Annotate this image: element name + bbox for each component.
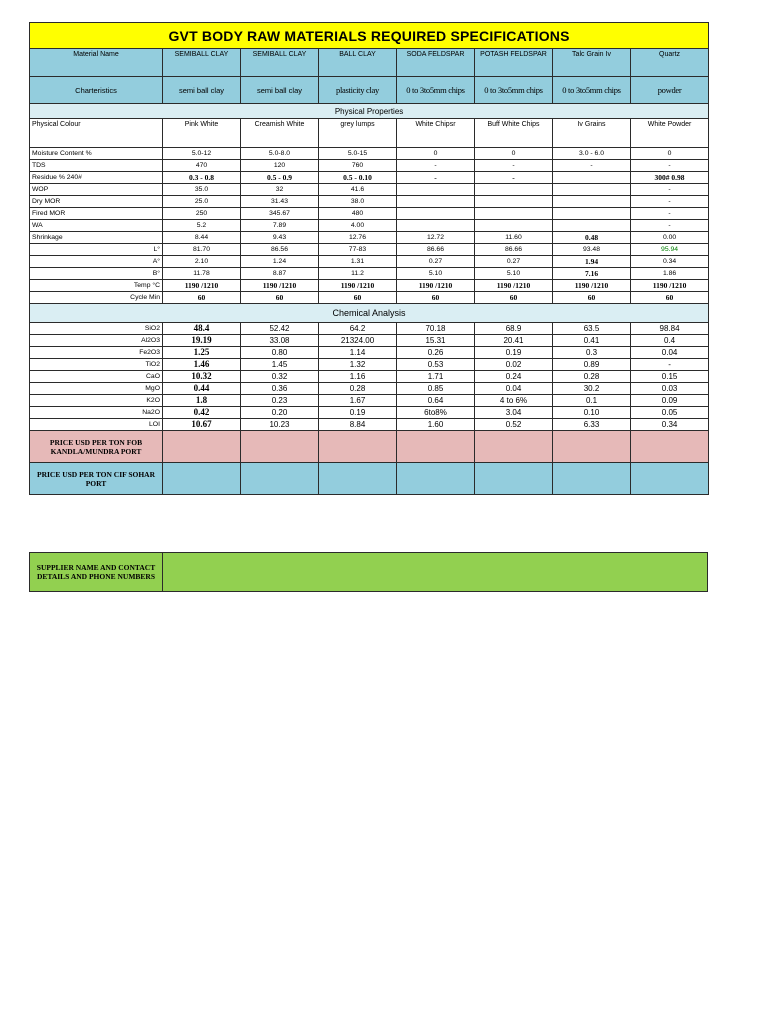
chemical-row-label: K2O [30,395,163,407]
physical-value-cell: - [397,172,475,184]
physical-value-cell: 0.5 - 0.9 [241,172,319,184]
chemical-value-cell: 4 to 6% [475,395,553,407]
physical-value-cell: 32 [241,184,319,196]
price-input-cell[interactable] [631,431,709,463]
physical-value-cell: 1190 /1210 [553,280,631,292]
physical-row [30,208,709,220]
material-name-cell: POTASH FELDSPAR [475,49,553,77]
physical-value-cell: - [553,160,631,172]
physical-value-cell: 0.00 [631,232,709,244]
physical-value-cell: 38.0 [319,196,397,208]
chemical-value-cell: 21324.00 [319,335,397,347]
physical-row [30,220,709,232]
chemical-value-cell: 1.14 [319,347,397,359]
chemical-value-cell: 0.24 [475,371,553,383]
physical-value-cell: - [631,208,709,220]
chemical-value-cell: 68.9 [475,323,553,335]
characteristics-cell: plasticity clay [319,77,397,104]
physical-value-cell: 8.87 [241,268,319,280]
chemical-value-cell: 0.03 [631,383,709,395]
characteristics-cell: 0 to 3to5mm chips [553,77,631,104]
chemical-value-cell: 15.31 [397,335,475,347]
chemical-value-cell: 8.84 [319,419,397,431]
chemical-value-cell: 3.04 [475,407,553,419]
chemical-value-cell: 48.4 [163,323,241,335]
physical-row [30,244,709,256]
title-row [30,23,709,49]
physical-value-cell: 250 [163,208,241,220]
physical-value-cell [475,220,553,232]
material-name-cell: BALL CLAY [319,49,397,77]
physical-row [30,232,709,244]
chemical-row [30,419,709,431]
physical-value-cell: 0.48 [553,232,631,244]
chemical-value-cell: 1.60 [397,419,475,431]
physical-value-cell: 5.10 [397,268,475,280]
chemical-row [30,407,709,419]
sheet-title: GVT BODY RAW MATERIALS REQUIRED SPECIFICATIONS [30,23,709,49]
characteristics-cell: 0 to 3to5mm chips [475,77,553,104]
physical-row-label: Fired MOR [30,208,163,220]
physical-value-cell: 120 [241,160,319,172]
physical-value-cell: 1.31 [319,256,397,268]
chemical-value-cell: 0.09 [631,395,709,407]
chemical-section-row [30,304,709,323]
physical-row-label: A° [30,256,163,268]
physical-value-cell [553,172,631,184]
material-name-cell: Quartz [631,49,709,77]
physical-row-label: Residue % 240# [30,172,163,184]
chemical-row-label: LOI [30,419,163,431]
physical-section-row [30,104,709,119]
chemical-row [30,371,709,383]
chemical-value-cell: 10.32 [163,371,241,383]
physical-row-label: WOP [30,184,163,196]
chemical-value-cell: 6to8% [397,407,475,419]
price-input-cell[interactable] [397,431,475,463]
chemical-value-cell: 30.2 [553,383,631,395]
chemical-value-cell: 10.67 [163,419,241,431]
physical-colour-cell: Buff White Chips [475,119,553,148]
physical-value-cell [397,184,475,196]
supplier-row [30,553,708,592]
price-input-cell[interactable] [553,463,631,495]
supplier-input-cell[interactable] [163,553,708,592]
chemical-value-cell: 1.25 [163,347,241,359]
physical-value-cell: 0 [397,148,475,160]
chemical-value-cell: 0.05 [631,407,709,419]
supplier-label: SUPPLIER NAME AND CONTACT DETAILS AND PHONE NUMBERS [30,553,163,592]
physical-value-cell: 60 [397,292,475,304]
characteristics-row [30,77,709,104]
chemical-value-cell: 0.32 [241,371,319,383]
physical-row [30,184,709,196]
physical-value-cell: 60 [631,292,709,304]
chemical-value-cell: 0.28 [319,383,397,395]
chemical-row [30,395,709,407]
chemical-row-label: TiO2 [30,359,163,371]
chemical-row [30,347,709,359]
physical-value-cell: 470 [163,160,241,172]
characteristics-label: Charteristics [30,77,163,104]
physical-value-cell: 5.0-12 [163,148,241,160]
price-input-cell[interactable] [163,463,241,495]
physical-row-label: Shrinkage [30,232,163,244]
chemical-value-cell: 0.89 [553,359,631,371]
physical-value-cell: 760 [319,160,397,172]
physical-row [30,172,709,184]
price-input-cell[interactable] [475,463,553,495]
physical-value-cell: 77-83 [319,244,397,256]
physical-colour-cell: White Powder [631,119,709,148]
physical-row [30,196,709,208]
physical-value-cell [397,220,475,232]
physical-row-label: WA [30,220,163,232]
physical-value-cell: 11.2 [319,268,397,280]
chemical-value-cell: 33.08 [241,335,319,347]
price-input-cell[interactable] [319,431,397,463]
physical-value-cell: 60 [553,292,631,304]
physical-value-cell: 1190 /1210 [397,280,475,292]
price-fob-row [30,431,709,463]
physical-value-cell: 0.34 [631,256,709,268]
physical-value-cell: 0.27 [475,256,553,268]
physical-colour-row [30,119,709,148]
price-input-cell[interactable] [241,431,319,463]
chemical-value-cell: 1.32 [319,359,397,371]
chemical-row [30,359,709,371]
physical-colour-cell: White Chipsr [397,119,475,148]
physical-value-cell: 3.0 - 6.0 [553,148,631,160]
physical-value-cell: 12.72 [397,232,475,244]
physical-colour-cell: Pink White [163,119,241,148]
physical-colour-label: Physical Colour [30,119,163,148]
physical-row [30,268,709,280]
physical-value-cell: 5.10 [475,268,553,280]
physical-value-cell: 60 [241,292,319,304]
chemical-value-cell: 0.85 [397,383,475,395]
material-name-cell: SEMIBALL CLAY [241,49,319,77]
chemical-value-cell: 0.80 [241,347,319,359]
chemical-value-cell: 10.23 [241,419,319,431]
chemical-value-cell: 0.64 [397,395,475,407]
physical-value-cell: 0.5 - 0.10 [319,172,397,184]
physical-row-label: Cycle Min [30,292,163,304]
physical-value-cell: 60 [475,292,553,304]
chemical-value-cell: 0.10 [553,407,631,419]
physical-value-cell [553,220,631,232]
physical-value-cell: - [631,184,709,196]
supplier-table [29,552,708,592]
price-input-cell[interactable] [553,431,631,463]
physical-value-cell: 480 [319,208,397,220]
physical-value-cell: 5.2 [163,220,241,232]
physical-colour-cell: Iv Grains [553,119,631,148]
chemical-value-cell: 0.26 [397,347,475,359]
physical-value-cell: 60 [163,292,241,304]
chemical-value-cell: 1.16 [319,371,397,383]
physical-value-cell: 5.0-8.0 [241,148,319,160]
physical-value-cell: 1190 /1210 [163,280,241,292]
chemical-value-cell: 0.44 [163,383,241,395]
price-cif-row [30,463,709,495]
physical-value-cell: 1190 /1210 [319,280,397,292]
physical-row [30,256,709,268]
physical-value-cell [397,196,475,208]
physical-value-cell [475,208,553,220]
chemical-row-label: Na2O [30,407,163,419]
physical-value-cell: 0.3 - 0.8 [163,172,241,184]
physical-value-cell: - [475,160,553,172]
physical-value-cell [553,208,631,220]
chemical-value-cell: 0.02 [475,359,553,371]
chemical-value-cell: 1.8 [163,395,241,407]
chemical-value-cell: 1.46 [163,359,241,371]
physical-value-cell: 0 [631,148,709,160]
physical-value-cell: 86.56 [241,244,319,256]
price-input-cell[interactable] [631,463,709,495]
physical-value-cell: 86.66 [475,244,553,256]
chemical-value-cell: 0.41 [553,335,631,347]
physical-value-cell: 25.0 [163,196,241,208]
physical-value-cell: 81.70 [163,244,241,256]
chemical-value-cell: 0.20 [241,407,319,419]
physical-value-cell: - [631,196,709,208]
chemical-value-cell: 63.5 [553,323,631,335]
chemical-value-cell: 0.28 [553,371,631,383]
physical-value-cell [475,196,553,208]
physical-row-label: Moisture Content % [30,148,163,160]
price-input-cell[interactable] [163,431,241,463]
physical-value-cell: 31.43 [241,196,319,208]
physical-colour-cell: Creamish White [241,119,319,148]
material-name-label: Material Name [30,49,163,77]
physical-value-cell: 0.27 [397,256,475,268]
physical-value-cell: 1190 /1210 [475,280,553,292]
physical-value-cell: 4.00 [319,220,397,232]
chemical-value-cell: 0.42 [163,407,241,419]
chemical-value-cell: 0.19 [319,407,397,419]
price-input-cell[interactable] [241,463,319,495]
chemical-row-label: Al2O3 [30,335,163,347]
physical-row [30,280,709,292]
material-name-row [30,49,709,77]
chemical-row-label: CaO [30,371,163,383]
chemical-value-cell: 0.23 [241,395,319,407]
physical-value-cell: 345.67 [241,208,319,220]
physical-value-cell: 9.43 [241,232,319,244]
physical-value-cell: 11.60 [475,232,553,244]
physical-value-cell: 95.94 [631,244,709,256]
chemical-value-cell: 20.41 [475,335,553,347]
physical-value-cell [397,208,475,220]
physical-value-cell: 7.89 [241,220,319,232]
chemical-value-cell: - [631,359,709,371]
physical-value-cell: 7.16 [553,268,631,280]
physical-value-cell [553,184,631,196]
physical-value-cell: 86.66 [397,244,475,256]
chemical-row-label: SiO2 [30,323,163,335]
chemical-value-cell: 0.1 [553,395,631,407]
physical-colour-cell: grey lumps [319,119,397,148]
physical-value-cell: 93.48 [553,244,631,256]
chemical-value-cell: 0.04 [475,383,553,395]
chemical-value-cell: 52.42 [241,323,319,335]
physical-value-cell: 12.76 [319,232,397,244]
chemical-value-cell: 0.4 [631,335,709,347]
physical-value-cell: 60 [319,292,397,304]
physical-value-cell: - [631,160,709,172]
physical-value-cell: 300# 0.98 [631,172,709,184]
material-name-cell: SODA FELDSPAR [397,49,475,77]
chemical-value-cell: 1.45 [241,359,319,371]
physical-value-cell: 1190 /1210 [241,280,319,292]
physical-value-cell: 5.0-15 [319,148,397,160]
chemical-value-cell: 1.67 [319,395,397,407]
chemical-value-cell: 0.52 [475,419,553,431]
chemical-value-cell: 19.19 [163,335,241,347]
chemical-value-cell: 1.71 [397,371,475,383]
chemical-value-cell: 0.19 [475,347,553,359]
physical-row-label: B° [30,268,163,280]
material-name-cell: Talc Grain Iv [553,49,631,77]
chemical-row-label: MgO [30,383,163,395]
chemical-row-label: Fe2O3 [30,347,163,359]
physical-value-cell: 41.6 [319,184,397,196]
chemical-value-cell: 0.15 [631,371,709,383]
chemical-value-cell: 64.2 [319,323,397,335]
characteristics-cell: semi ball clay [163,77,241,104]
chemical-value-cell: 6.33 [553,419,631,431]
chemical-value-cell: 70.18 [397,323,475,335]
physical-row-label: Temp °C [30,280,163,292]
chemical-value-cell: 0.34 [631,419,709,431]
physical-value-cell: - [475,172,553,184]
physical-value-cell: - [631,220,709,232]
physical-value-cell [475,184,553,196]
chemical-row [30,383,709,395]
price-input-cell[interactable] [397,463,475,495]
price-input-cell[interactable] [319,463,397,495]
physical-value-cell: 1.94 [553,256,631,268]
chemical-value-cell: 0.3 [553,347,631,359]
physical-value-cell: 11.78 [163,268,241,280]
chemical-row [30,323,709,335]
physical-value-cell: 1.86 [631,268,709,280]
physical-value-cell: 0 [475,148,553,160]
physical-value-cell [553,196,631,208]
physical-value-cell: - [397,160,475,172]
price-input-cell[interactable] [475,431,553,463]
material-name-cell: SEMIBALL CLAY [163,49,241,77]
chemical-value-cell: 98.84 [631,323,709,335]
physical-row-label: TDS [30,160,163,172]
physical-row [30,292,709,304]
physical-properties-heading: Physical Properties [30,104,709,119]
physical-value-cell: 1190 /1210 [631,280,709,292]
physical-row-label: L° [30,244,163,256]
chemical-analysis-heading: Chemical Analysis [30,304,709,323]
physical-value-cell: 35.0 [163,184,241,196]
physical-row-label: Dry MOR [30,196,163,208]
characteristics-cell: semi ball clay [241,77,319,104]
price-fob-row-label: PRICE USD PER TON FOB KANDLA/MUNDRA PORT [30,431,163,463]
spec-table [29,22,709,495]
physical-row [30,148,709,160]
physical-value-cell: 1.24 [241,256,319,268]
characteristics-cell: powder [631,77,709,104]
physical-row [30,160,709,172]
chemical-value-cell: 0.04 [631,347,709,359]
physical-value-cell: 8.44 [163,232,241,244]
chemical-value-cell: 0.36 [241,383,319,395]
chemical-value-cell: 0.53 [397,359,475,371]
price-cif-row-label: PRICE USD PER TON CIF SOHAR PORT [30,463,163,495]
chemical-row [30,335,709,347]
physical-value-cell: 2.10 [163,256,241,268]
characteristics-cell: 0 to 3to5mm chips [397,77,475,104]
